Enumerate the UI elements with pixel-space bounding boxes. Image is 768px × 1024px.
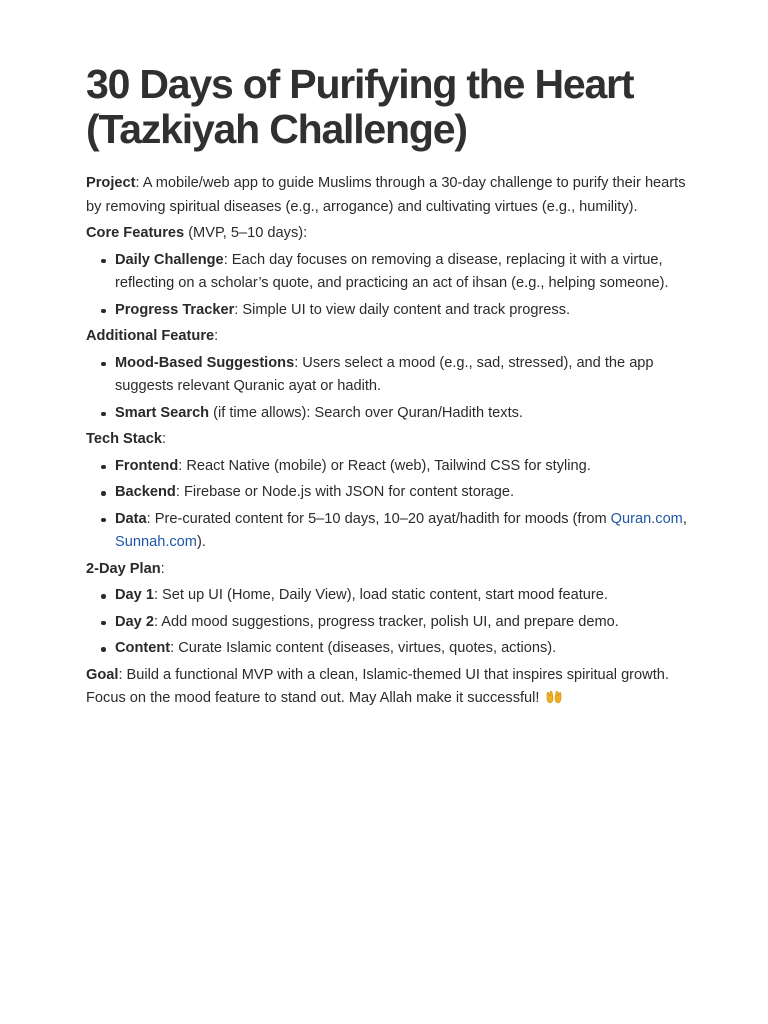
plan-suffix: : <box>160 560 165 577</box>
sunnah-link[interactable]: Sunnah.com <box>115 534 197 550</box>
project-text: : A mobile/web app to guide Muslims through a 30-day challenge to purify their hearts by removing spiritual diseases (e.g., arrogance) and cultivating virtues (e.g., humility). <box>86 175 686 215</box>
additional-feature-list <box>86 352 696 426</box>
list-item-text: : React Native (mobile) or React (web), Tailwind CSS for styling. <box>178 457 591 474</box>
goal-text: : Build a functional MVP with a clean, Islamic-themed UI that inspires spiritual growth. Focus on the mood feature to stand out. May Allah make it successful! <box>86 666 669 706</box>
core-features-list <box>86 249 696 323</box>
list-item-label: Progress Tracker <box>115 301 235 318</box>
list-item-day-1 <box>115 584 696 608</box>
list-item-day-2 <box>115 611 696 635</box>
title-line-2: (Tazkiyah Challenge) <box>86 106 467 152</box>
list-item-mood-suggestions <box>115 352 696 399</box>
plan-heading <box>86 558 696 582</box>
list-item-label: Mood-Based Suggestions <box>115 354 295 371</box>
list-item-label: Day 1 <box>115 587 154 603</box>
goal-label: Goal <box>86 666 119 683</box>
list-item-label: Day 2 <box>115 613 154 630</box>
list-item-frontend <box>115 455 696 479</box>
list-item-label: Data <box>115 510 147 527</box>
list-item-progress-tracker <box>115 299 696 323</box>
plan-label: 2-Day Plan <box>86 560 161 577</box>
tech-stack-suffix: : <box>161 431 167 447</box>
list-item-label: Smart Search <box>115 404 210 421</box>
list-item-text: : Curate Islamic content (diseases, virtues, quotes, actions). <box>170 640 557 656</box>
tech-stack-heading <box>86 428 696 452</box>
goal-paragraph <box>86 664 696 711</box>
list-item-text: : Simple UI to view daily content and track progress. <box>234 301 571 318</box>
list-item-text: : Each day focuses on removing a disease, replacing it with a virtue, reflecting on a scholar’s quote, and practicing an act of ihsan (e.g., helping someone). <box>115 251 669 291</box>
additional-feature-suffix: : <box>214 328 219 344</box>
palms-up-together-icon <box>546 690 562 704</box>
list-item-text: : Users select a mood (e.g., sad, stressed), and the app suggests relevant Quranic ayat or hadith. <box>115 354 654 394</box>
link-separator: , <box>682 510 687 527</box>
document-content <box>86 62 696 714</box>
list-item-text: : Set up UI (Home, Daily View), load static content, start mood feature. <box>153 587 608 603</box>
additional-feature-label: Additional Feature <box>86 328 215 344</box>
list-item-label: Content <box>115 640 171 656</box>
list-item-label: Backend <box>115 484 176 500</box>
list-item-text: : Add mood suggestions, progress tracker, polish UI, and prepare demo. <box>153 613 619 630</box>
list-item-label: Daily Challenge <box>115 251 224 268</box>
plan-list <box>86 584 696 661</box>
list-item-smart-search <box>115 402 696 426</box>
page-title <box>86 62 696 152</box>
project-label: Project <box>86 175 136 191</box>
list-item-data <box>115 508 696 555</box>
project-paragraph <box>86 172 696 219</box>
quran-link[interactable]: Quran.com <box>610 510 683 527</box>
additional-feature-heading <box>86 325 696 349</box>
list-item-end: ). <box>196 534 206 550</box>
list-item-daily-challenge <box>115 249 696 296</box>
list-item-label: Frontend <box>115 457 179 474</box>
list-item-text: : Firebase or Node.js with JSON for content storage. <box>175 484 515 500</box>
list-item-text: : Pre-curated content for 5–10 days, 10–20 ayat/hadith for moods (from <box>146 510 611 527</box>
list-item-backend <box>115 481 696 505</box>
list-item-text: (if time allows): Search over Quran/Hadith texts. <box>209 404 523 421</box>
title-line-1: 30 Days of Purifying the Heart <box>86 61 634 107</box>
core-features-label: Core Features <box>86 225 185 241</box>
core-features-heading <box>86 222 696 246</box>
core-features-suffix: (MVP, 5–10 days): <box>184 225 308 241</box>
tech-stack-label: Tech Stack <box>86 431 162 447</box>
list-item-content <box>115 637 696 661</box>
tech-stack-list <box>86 455 696 555</box>
